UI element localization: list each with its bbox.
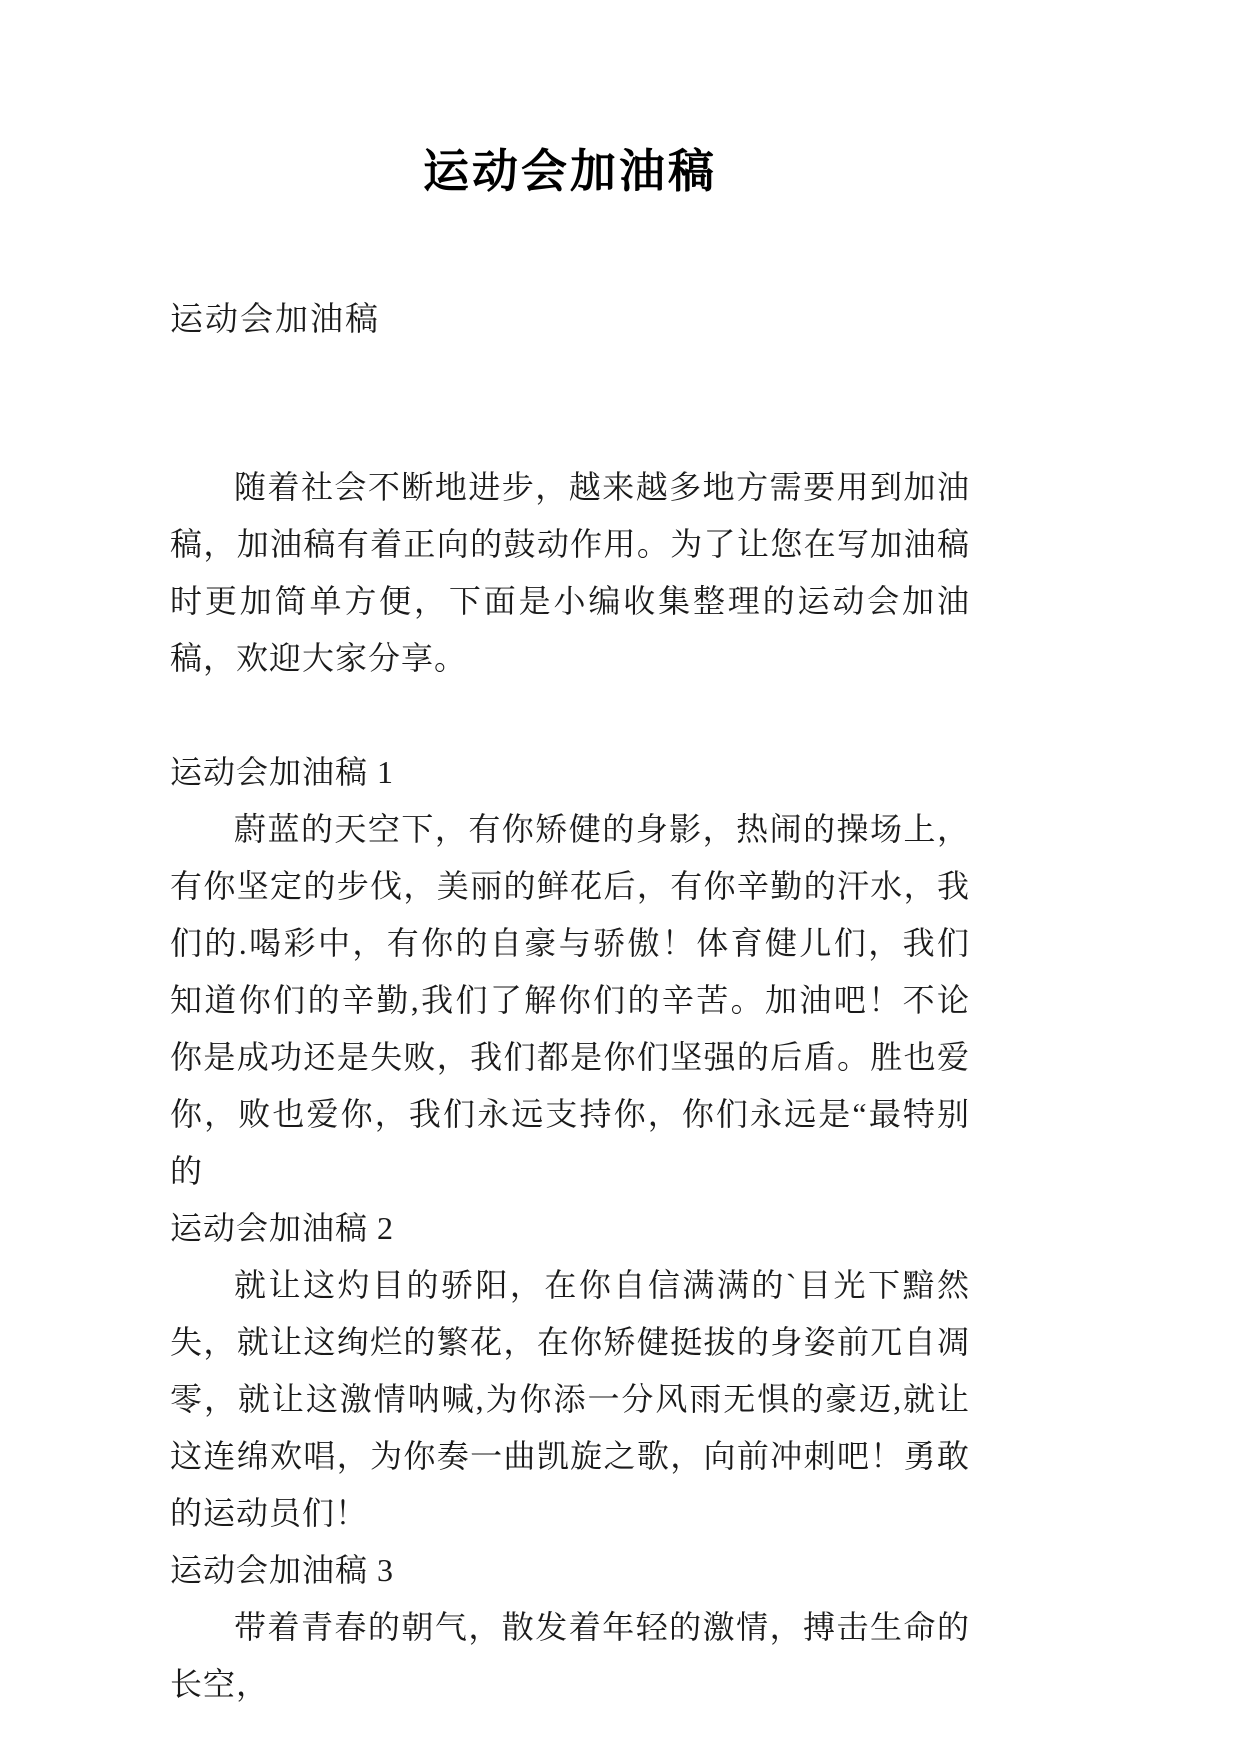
intro-paragraph: 随着社会不断地进步，越来越多地方需要用到加油稿，加油稿有着正向的鼓动作用。为了让您在写加油稿时更加简单方便，下面是小编收集整理的运动会加油稿，欢迎大家分享。 (170, 469, 970, 676)
section-1-heading: 运动会加油稿 1 (170, 754, 395, 790)
document-title: 运动会加油稿 (423, 146, 717, 197)
section-2-heading: 运动会加油稿 2 (170, 1210, 395, 1246)
section-3-heading: 运动会加油稿 3 (170, 1552, 395, 1588)
section-1-body: 蔚蓝的天空下，有你矫健的身影，热闹的操场上，有你坚定的步伐，美丽的鲜花后，有你辛勤的汗水，我们的.喝彩中，有你的自豪与骄傲！体育健儿们，我们知道你们的辛勤,我们了解你们的辛苦。加油吧！不论你是成功还是失败，我们都是你们坚强的后盾。胜也爱你，败也爱你，我们永远支持你，你们永远是“最特别的 (170, 811, 970, 1189)
section-3-body: 带着青春的朝气，散发着年轻的激情，搏击生命的长空， (170, 1609, 970, 1702)
section-2-body: 就让这灼目的骄阳，在你自信满满的`目光下黯然失，就让这绚烂的繁花，在你矫健挺拔的身姿前兀自凋零，就让这激情呐喊,为你添一分风雨无惧的豪迈,就让这连绵欢唱，为你奏一曲凯旋之歌，向前冲刺吧！勇敢的运动员们！ (170, 1267, 970, 1531)
document-subtitle: 运动会加油稿 (170, 302, 380, 338)
